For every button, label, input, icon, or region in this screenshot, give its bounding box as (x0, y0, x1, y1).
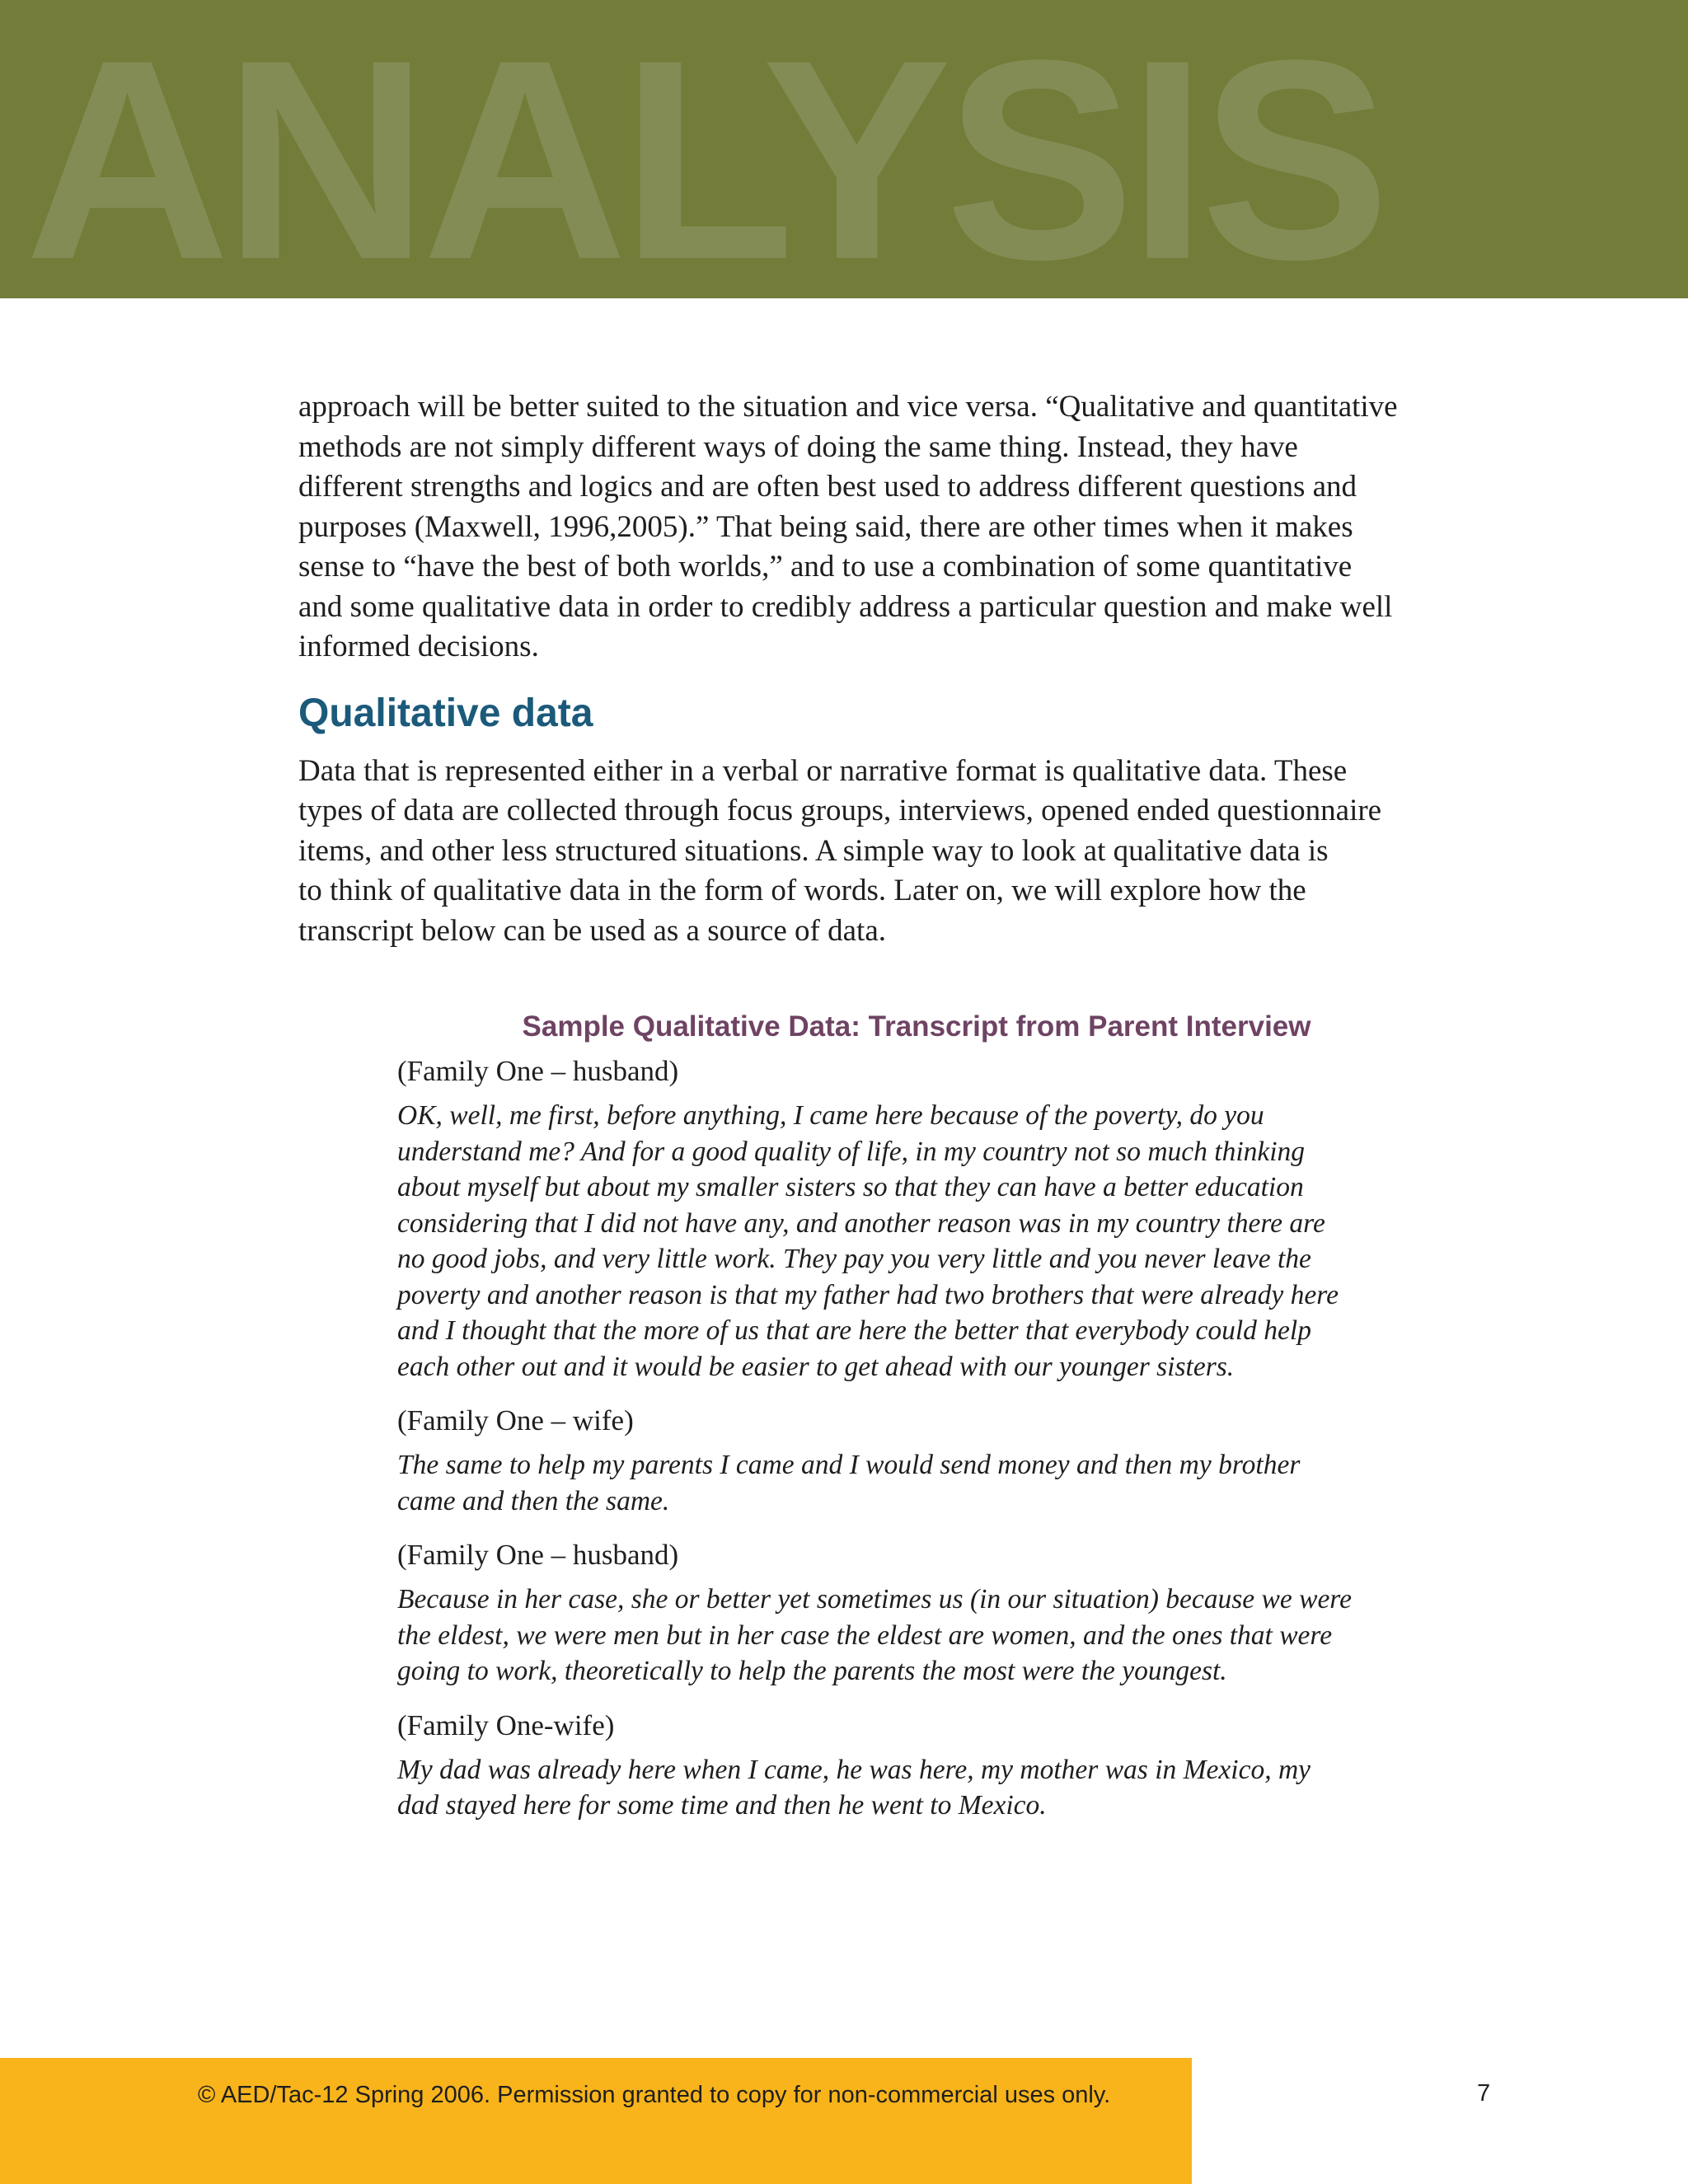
intro-line: methods are not simply different ways of doing the same thing. Instead, they have (298, 429, 1298, 464)
intro-line: informed decisions. (298, 630, 539, 663)
section-line: types of data are collected through focus groups, interviews, opened ended questionnaire (298, 794, 1382, 827)
transcript-quote (397, 1098, 1436, 1385)
intro-line: different strengths and logics and are often best used to address different questions and (298, 470, 1357, 504)
transcript-quote (397, 1752, 1436, 1824)
qualitative-paragraph (298, 752, 1502, 952)
quote-line: considering that I did not have any, and another reason was in my country there are (397, 1207, 1325, 1239)
footer-bar (0, 2058, 1192, 2184)
main-content (298, 387, 1502, 951)
quote-line: dad stayed here for some time and then he went to Mexico. (397, 1790, 1047, 1821)
speaker-label: (Family One-wife) (397, 1708, 615, 1741)
section-heading-qualitative-data: Qualitative data (298, 691, 593, 735)
header-banner (0, 0, 1688, 298)
transcript-quote (397, 1447, 1436, 1519)
intro-line: sense to “have the best of both worlds,” and to use a combination of some quantitative (298, 550, 1353, 583)
sample-transcript (397, 1005, 1436, 1842)
banner-watermark-word: ANALYSIS (25, 2, 1384, 298)
quote-line: Because in her case, she or better yet sometimes us (in our situation) because we were (397, 1584, 1352, 1615)
page-number: 7 (1477, 2080, 1491, 2107)
speaker-label: (Family One – husband) (397, 1055, 679, 1087)
section-line: to think of qualitative data in the form of words. Later on, we will explore how the (298, 874, 1306, 907)
intro-line: approach will be better suited to the situation and vice versa. “Qualitative and quantitative (298, 390, 1398, 424)
quote-line: The same to help my parents I came and I would send money and then my brother (397, 1450, 1301, 1480)
quote-line: about myself but about my smaller sisters so that they can have a better education (397, 1172, 1304, 1202)
speaker-label: (Family One – wife) (397, 1404, 634, 1436)
sample-title: Sample Qualitative Data: Transcript from Parent Interview (522, 1010, 1311, 1043)
section-line: items, and other less structured situations. A simple way to look at qualitative data is (298, 833, 1329, 868)
transcript-quote (397, 1582, 1436, 1690)
section-line: Data that is represented either in a verbal or narrative format is qualitative data. These (298, 753, 1348, 788)
quote-line: no good jobs, and very little work. They pay you very little and you never leave the (397, 1244, 1311, 1274)
copyright-notice: © AED/Tac-12 Spring 2006. Permission granted to copy for non-commercial uses only. (198, 2082, 1111, 2108)
quote-line: poverty and another reason is that my father had two brothers that were already here (397, 1279, 1339, 1310)
intro-line: purposes (Maxwell, 1996,2005).” That being said, there are other times when it makes (298, 509, 1353, 544)
quote-line: came and then the same. (397, 1485, 670, 1516)
intro-paragraph (298, 387, 1502, 668)
quote-line: My dad was already here when I came, he was here, my mother was in Mexico, my (397, 1754, 1311, 1785)
intro-line: and some qualitative data in order to credibly address a particular question and make well (298, 589, 1393, 624)
quote-line: each other out and it would be easier to get ahead with our younger sisters. (397, 1351, 1235, 1382)
speaker-label: (Family One – husband) (397, 1539, 679, 1571)
quote-line: the eldest, we were men but in her case the eldest are women, and the ones that were (397, 1619, 1333, 1651)
section-line: transcript below can be used as a source of data. (298, 913, 886, 948)
quote-line: going to work, theoretically to help the parents the most were the youngest. (397, 1656, 1227, 1686)
quote-line: OK, well, me first, before anything, I came here because of the poverty, do you (397, 1100, 1264, 1131)
quote-line: and I thought that the more of us that are here the better that everybody could help (397, 1315, 1311, 1346)
quote-line: understand me? And for a good quality of life, in my country not so much thinking (397, 1136, 1306, 1167)
